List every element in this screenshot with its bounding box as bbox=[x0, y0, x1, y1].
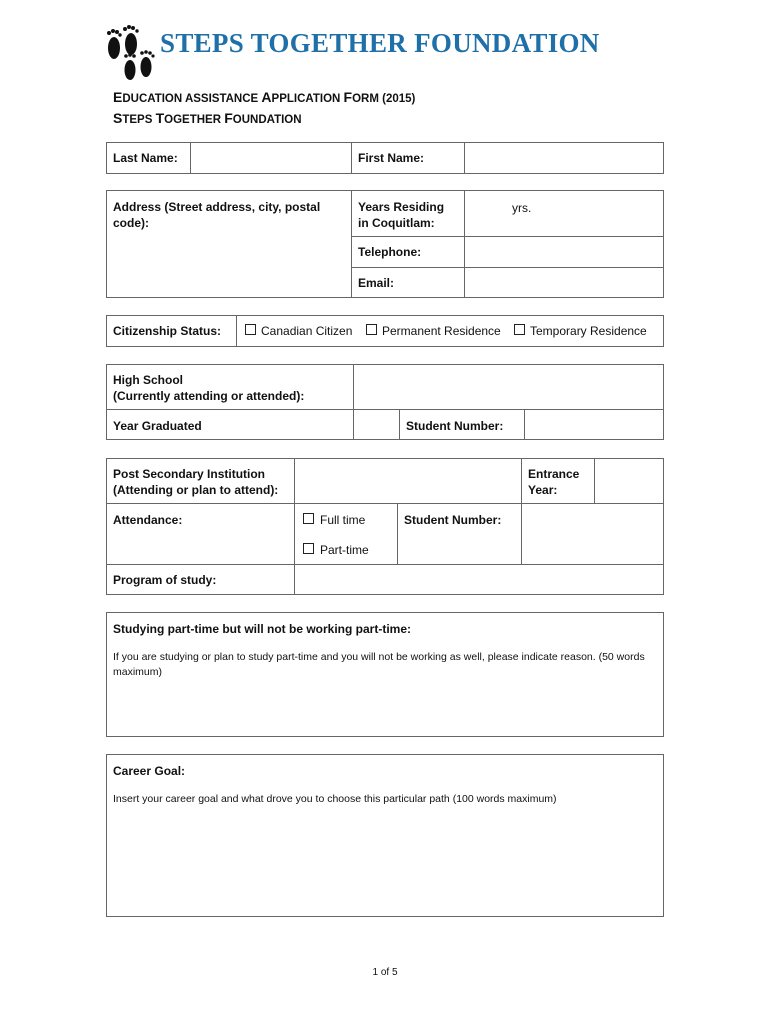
entrance-year-sublabel: Year: bbox=[528, 483, 558, 497]
part-time-checkbox[interactable] bbox=[303, 543, 314, 554]
permanent-residence-checkbox[interactable] bbox=[366, 324, 377, 335]
program-of-study-field[interactable] bbox=[295, 565, 663, 594]
email-field[interactable] bbox=[465, 268, 663, 297]
first-name-field[interactable] bbox=[465, 143, 663, 173]
entrance-year-field[interactable] bbox=[595, 459, 663, 503]
year-graduated-field[interactable] bbox=[354, 410, 399, 439]
org-name: STEPS TOGETHER FOUNDATION bbox=[160, 28, 600, 58]
program-of-study-label: Program of study: bbox=[113, 573, 217, 587]
years-unit: yrs. bbox=[512, 201, 532, 215]
email-label: Email: bbox=[358, 276, 395, 290]
hs-student-number-label: Student Number: bbox=[406, 419, 504, 433]
citizenship-label: Citizenship Status: bbox=[113, 324, 222, 338]
post-secondary-field[interactable] bbox=[295, 459, 521, 503]
telephone-label: Telephone: bbox=[358, 245, 422, 259]
years-residing-field[interactable] bbox=[465, 191, 663, 236]
page-number: 1 of 5 bbox=[372, 967, 398, 978]
post-secondary-label: Post Secondary Institution bbox=[113, 467, 266, 481]
year-graduated-label: Year Graduated bbox=[113, 419, 202, 433]
career-goal-instructions: Insert your career goal and what drove you to choose this particular path (100 words maximum) bbox=[113, 793, 557, 805]
form-subtitle: STEPS TOGETHER FOUNDATION bbox=[113, 110, 302, 126]
high-school-field[interactable] bbox=[354, 365, 663, 409]
part-time-label: Part-time bbox=[320, 543, 369, 557]
career-goal-box[interactable] bbox=[106, 754, 664, 917]
ps-student-number-field[interactable] bbox=[522, 504, 663, 564]
hs-student-number-field[interactable] bbox=[525, 410, 663, 439]
address-label: Address (Street address, city, postal code): bbox=[113, 200, 321, 230]
canadian-citizen-checkbox[interactable] bbox=[245, 324, 256, 335]
last-name-label: Last Name: bbox=[113, 151, 178, 165]
full-time-checkbox[interactable] bbox=[303, 513, 314, 524]
career-goal-heading: Career Goal: bbox=[113, 764, 186, 778]
part-time-instructions: If you are studying or plan to study part-time and you will not be working as well, please indicate reason. (50 words maximum) bbox=[113, 651, 645, 678]
address-field[interactable] bbox=[107, 236, 351, 297]
post-secondary-sublabel: (Attending or plan to attend): bbox=[113, 483, 279, 497]
attendance-label: Attendance: bbox=[113, 513, 183, 527]
footprints-logo-icon bbox=[100, 22, 164, 86]
high-school-label: High School bbox=[113, 373, 183, 387]
years-residing-label: Years Residing in Coquitlam: bbox=[358, 200, 445, 230]
permanent-residence-label: Permanent Residence bbox=[382, 324, 501, 338]
high-school-sublabel: (Currently attending or attended): bbox=[113, 389, 305, 403]
ps-student-number-label: Student Number: bbox=[404, 513, 502, 527]
form-title: EDUCATION ASSISTANCE APPLICATION FORM (2015) bbox=[113, 89, 416, 105]
full-time-label: Full time bbox=[320, 513, 366, 527]
temporary-residence-checkbox[interactable] bbox=[514, 324, 525, 335]
part-time-heading: Studying part-time but will not be working part-time: bbox=[113, 622, 411, 636]
canadian-citizen-label: Canadian Citizen bbox=[261, 324, 353, 338]
temporary-residence-label: Temporary Residence bbox=[530, 324, 647, 338]
telephone-field[interactable] bbox=[465, 237, 663, 267]
last-name-field[interactable] bbox=[191, 143, 351, 173]
entrance-year-label: Entrance bbox=[528, 467, 580, 481]
first-name-label: First Name: bbox=[358, 151, 425, 165]
